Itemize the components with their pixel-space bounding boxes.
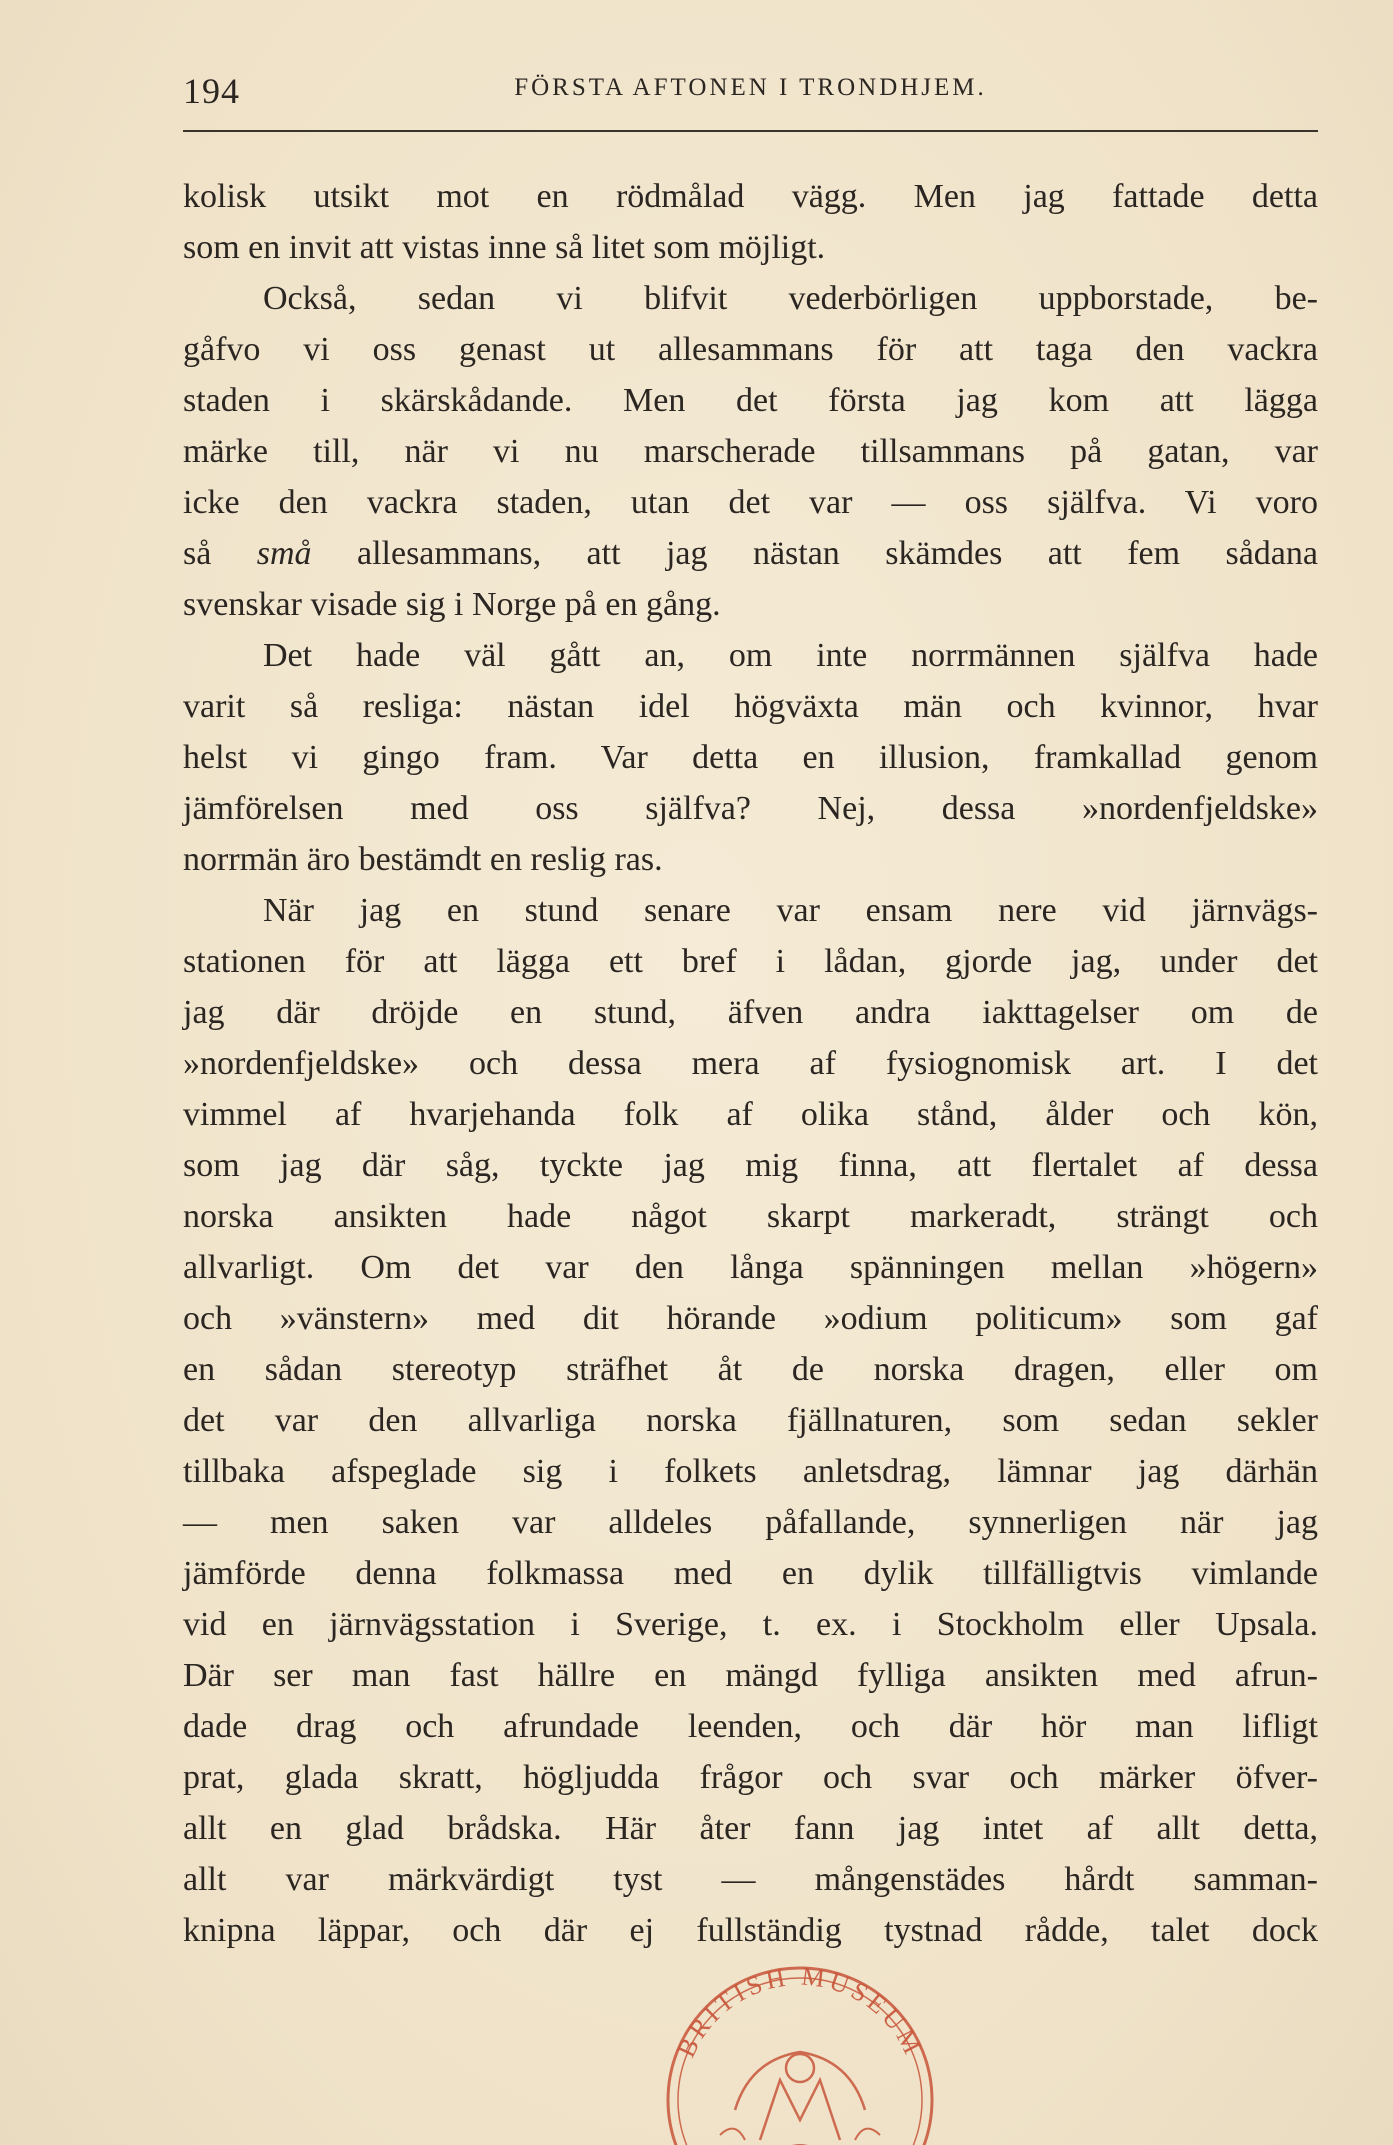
- header-rule: [183, 130, 1318, 132]
- text-line: allt var märkvärdigt tyst — mångenstädes hårdt samman-: [183, 1861, 1318, 1898]
- text-line: helst vi gingo fram. Var detta en illusion, framkallad genom: [183, 739, 1318, 776]
- text-line: [183, 528, 1318, 579]
- text-line: varit så resliga: nästan idel högväxta män och kvinnor, hvar: [183, 688, 1318, 725]
- text-line: knipna läppar, och där ej fullständig tystnad rådde, talet dock: [183, 1912, 1318, 1949]
- text-line: staden i skärskådande. Men det första jag kom att lägga: [183, 382, 1318, 419]
- body-text: [183, 171, 1318, 1956]
- text-line: svenskar visade sig i Norge på en gång.: [183, 586, 721, 623]
- text-line: — men saken var alldeles påfallande, synnerligen när jag: [183, 1504, 1318, 1541]
- text-line: vimmel af hvarjehanda folk af olika stånd, ålder och kön,: [183, 1096, 1318, 1133]
- text-line: prat, glada skratt, högljudda frågor och svar och märker öfver-: [183, 1759, 1318, 1796]
- text-line: märke till, när vi nu marscherade tillsammans på gatan, var: [183, 433, 1318, 470]
- text-line: tillbaka afspeglade sig i folkets anletsdrag, lämnar jag därhän: [183, 1453, 1318, 1490]
- text-line: gåfvo vi oss genast ut allesammans för att taga den vackra: [183, 331, 1318, 368]
- text-line: Det hade väl gått an, om inte norrmännen själfva hade: [263, 637, 1318, 674]
- text-line: allt en glad brådska. Här åter fann jag intet af allt detta,: [183, 1810, 1318, 1847]
- text-line: som jag där såg, tyckte jag mig finna, att flertalet af dessa: [183, 1147, 1318, 1184]
- text-line: »nordenfjeldske» och dessa mera af fysiognomisk art. I det: [183, 1045, 1318, 1082]
- text-fragment: allesammans, att jag nästan skämdes att fem sådana: [357, 535, 1318, 572]
- museum-stamp: [640, 1960, 960, 2145]
- text-fragment: så: [183, 535, 212, 572]
- page-number: 194: [183, 71, 240, 111]
- text-line: Där ser man fast hällre en mängd fylliga ansikten med afrun-: [183, 1657, 1318, 1694]
- text-line: stationen för att lägga ett bref i lådan, gjorde jag, under det: [183, 943, 1318, 980]
- text-line: en sådan stereotyp sträfhet åt de norska dragen, eller om: [183, 1351, 1318, 1388]
- text-line: När jag en stund senare var ensam nere vid järnvägs-: [263, 892, 1318, 929]
- text-line: icke den vackra staden, utan det var — oss själfva. Vi voro: [183, 484, 1318, 521]
- text-line: Också, sedan vi blifvit vederbörligen uppborstade, be-: [263, 280, 1318, 317]
- text-line: jag där dröjde en stund, äfven andra iakttagelser om de: [183, 994, 1318, 1031]
- text-line: jämförelsen med oss själfva? Nej, dessa »nordenfjeldske»: [183, 790, 1318, 827]
- italic-word: små: [256, 535, 312, 572]
- museum-stamp-graphic: [640, 1960, 960, 2145]
- text-line: vid en järnvägsstation i Sverige, t. ex. i Stockholm eller Upsala.: [183, 1606, 1318, 1643]
- stamp-legend: BRITISH MUSEUM: [671, 1961, 929, 2062]
- page-header: [183, 66, 1318, 114]
- text-line: kolisk utsikt mot en rödmålad vägg. Men jag fattade detta: [183, 178, 1318, 215]
- text-line: dade drag och afrundade leenden, och där hör man lifligt: [183, 1708, 1318, 1745]
- text-line: som en invit att vistas inne så litet som möjligt.: [183, 229, 826, 266]
- text-line: norska ansikten hade något skarpt markeradt, strängt och: [183, 1198, 1318, 1235]
- text-line: och »vänstern» med dit hörande »odium politicum» som gaf: [183, 1300, 1318, 1337]
- text-line: det var den allvarliga norska fjällnaturen, som sedan sekler: [183, 1402, 1318, 1439]
- text-line: norrmän äro bestämdt en reslig ras.: [183, 841, 663, 878]
- text-line: jämförde denna folkmassa med en dylik tillfälligtvis vimlande: [183, 1555, 1318, 1592]
- running-head: FÖRSTA AFTONEN I TRONDHJEM.: [514, 74, 987, 101]
- text-line: allvarligt. Om det var den långa spänningen mellan »högern»: [183, 1249, 1318, 1286]
